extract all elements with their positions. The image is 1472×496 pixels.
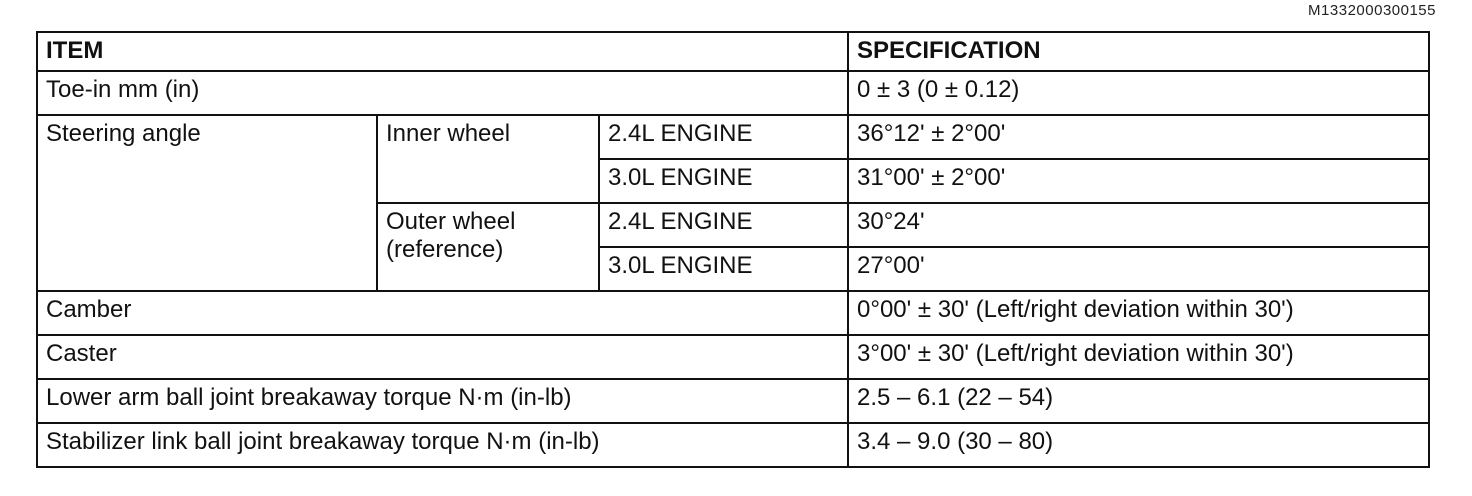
caster-spec: 3°00' ± 30' (Left/right deviation within 30') <box>848 335 1429 379</box>
stabilizer-spec: 3.4 – 9.0 (30 – 80) <box>848 423 1429 467</box>
table-row-camber <box>37 291 1429 335</box>
camber-spec: 0°00' ± 30' (Left/right deviation within 30') <box>848 291 1429 335</box>
camber-item: Camber <box>37 291 848 335</box>
inner-24-spec: 36°12' ± 2°00' <box>848 115 1429 159</box>
document-code: M1332000300155 <box>1308 2 1436 19</box>
specification-table <box>36 31 1430 468</box>
stabilizer-item: Stabilizer link ball joint breakaway torque N·m (in-lb) <box>37 423 848 467</box>
lower-arm-spec: 2.5 – 6.1 (22 – 54) <box>848 379 1429 423</box>
inner-wheel-label: Inner wheel <box>377 115 599 203</box>
outer-30-engine: 3.0L ENGINE <box>599 247 848 291</box>
header-specification: SPECIFICATION <box>848 32 1429 71</box>
inner-30-engine: 3.0L ENGINE <box>599 159 848 203</box>
outer-24-spec: 30°24' <box>848 203 1429 247</box>
header-item: ITEM <box>37 32 848 71</box>
outer-wheel-label-line2: (reference) <box>386 236 504 263</box>
table-row-steering-inner-24 <box>37 115 1429 159</box>
inner-24-engine: 2.4L ENGINE <box>599 115 848 159</box>
table-row-lower-arm <box>37 379 1429 423</box>
outer-wheel-label-line1: Outer wheel <box>386 208 516 235</box>
caster-item: Caster <box>37 335 848 379</box>
lower-arm-item: Lower arm ball joint breakaway torque N·m (in-lb) <box>37 379 848 423</box>
table-header-row <box>37 32 1429 71</box>
outer-24-engine: 2.4L ENGINE <box>599 203 848 247</box>
steering-angle-item: Steering angle <box>37 115 377 291</box>
inner-30-spec: 31°00' ± 2°00' <box>848 159 1429 203</box>
toe-in-item: Toe-in mm (in) <box>37 71 848 115</box>
table-row-stabilizer <box>37 423 1429 467</box>
toe-in-spec: 0 ± 3 (0 ± 0.12) <box>848 71 1429 115</box>
table-row-caster <box>37 335 1429 379</box>
table-row-toe-in <box>37 71 1429 115</box>
outer-wheel-label <box>377 203 599 291</box>
outer-30-spec: 27°00' <box>848 247 1429 291</box>
